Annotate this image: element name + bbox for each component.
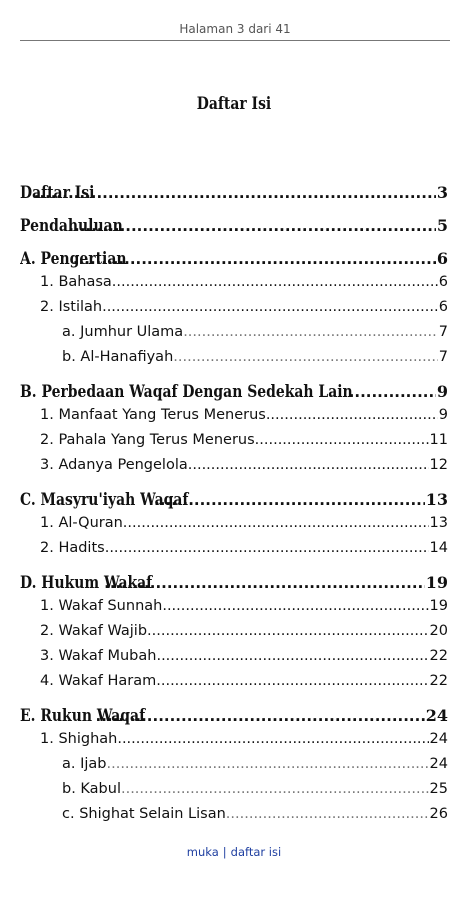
toc-entry-page-number: 9 [438,407,448,423]
table-of-contents [20,181,448,827]
home-link[interactable]: muka [186,845,219,859]
toc-entry-page-number: 22 [429,648,448,664]
toc-entry-page-number: 3 [436,183,448,202]
toc-section-entry[interactable] [20,428,448,453]
toc-section-entry[interactable] [20,270,448,295]
toc-chapter-entry[interactable] [20,247,448,270]
toc-leader-dots [349,381,436,403]
toc-entry-page-number: 24 [425,706,448,725]
toc-entry-label: E. Rukun Waqaf [20,706,146,726]
page-title: Daftar Isi [196,94,272,114]
toc-leader-dots [255,428,429,453]
toc-section-entry[interactable] [20,511,448,536]
toc-leader-dots [266,403,438,428]
header-divider [20,40,450,41]
footer-separator: | [222,845,227,859]
toc-entry-page-number: 24 [429,756,448,772]
toc-chapter-entry[interactable] [20,571,448,594]
toc-leader-dots [123,511,429,536]
toc-entry-label: Pendahuluan [20,216,123,236]
toc-section-entry[interactable] [20,594,448,619]
toc-entry-label: a. Jumhur Ulama [62,324,184,340]
toc-section-entry[interactable] [20,619,448,644]
toc-entry-page-number: 13 [425,490,448,509]
toc-entry-label: 4. Wakaf Haram [40,673,157,689]
toc-entry-label: 1. Al-Quran [40,515,123,531]
toc-entry-page-number: 11 [429,432,448,448]
page-indicator: Halaman 3 dari 41 [179,22,291,36]
toc-entry-page-number: 9 [436,382,448,401]
toc-entry-page-number: 24 [429,731,448,747]
toc-entry-label: A. Pengertian [20,249,127,269]
toc-leader-dots [162,594,428,619]
toc-subsection-entry[interactable] [20,320,448,345]
toc-entry-page-number: 22 [429,673,448,689]
toc-entry-page-number: 25 [429,781,448,797]
toc-leader-dots [107,752,429,777]
toc-section-entry[interactable] [20,403,448,428]
toc-leader-dots [121,777,429,802]
footer-nav [0,845,468,859]
toc-entry-label: a. Ijab [62,756,107,772]
toc-entry-label: 2. Hadits [40,540,105,556]
toc-chapter-entry[interactable] [20,488,448,511]
toc-subsection-entry[interactable] [20,777,448,802]
toc-leader-dots [104,572,425,594]
toc-leader-dots [68,215,436,237]
toc-entry-page-number: 14 [429,540,448,556]
toc-chapter-entry[interactable] [20,214,448,237]
toc-chapter-entry[interactable] [20,380,448,403]
toc-leader-dots [188,453,429,478]
toc-entry-label: b. Kabul [62,781,121,797]
toc-entry-label: 1. Bahasa [40,274,112,290]
toc-entry-label: 3. Adanya Pengelola [40,457,188,473]
toc-leader-dots [148,489,424,511]
toc-leader-dots [156,644,428,669]
toc-entry-label: Daftar Isi [20,183,95,203]
toc-entry-page-number: 6 [438,299,448,315]
toc-leader-dots [117,727,428,752]
toc-entry-page-number: 12 [429,457,448,473]
toc-entry-label: 3. Wakaf Mubah [40,648,157,664]
toc-entry-page-number: 6 [438,274,448,290]
toc-leader-dots [73,248,436,270]
toc-leader-dots [226,802,429,827]
toc-entry-label: b. Al-Hanafiyah [62,349,174,365]
toc-entry-page-number: 7 [438,324,448,340]
toc-leader-dots [112,270,438,295]
toc-section-entry[interactable] [20,644,448,669]
toc-chapter-entry[interactable] [20,181,448,204]
toc-subsection-entry[interactable] [20,802,448,827]
toc-leader-dots [102,295,438,320]
toc-entry-label: B. Perbedaan Waqaf Dengan Sedekah Lain [20,382,353,402]
toc-section-entry[interactable] [20,669,448,694]
toc-entry-label: 2. Istilah [40,299,103,315]
toc-entry-page-number: 19 [429,598,448,614]
toc-entry-label: 2. Wakaf Wajib [40,623,148,639]
toc-subsection-entry[interactable] [20,345,448,370]
toc-chapter-entry[interactable] [20,704,448,727]
toc-leader-dots [183,320,438,345]
toc-leader-dots [156,669,428,694]
toc-entry-page-number: 7 [438,349,448,365]
toc-entry-page-number: 26 [429,806,448,822]
toc-entry-label: 1. Manfaat Yang Terus Menerus [40,407,266,423]
toc-entry-page-number: 13 [429,515,448,531]
toc-entry-label: 1. Shighah [40,731,118,747]
toc-leader-dots [105,536,429,561]
toc-entry-label: C. Masyru'iyah Waqaf [20,490,189,510]
toc-leader-dots [173,345,438,370]
toc-section-entry[interactable] [20,727,448,752]
toc-entry-page-number: 6 [436,249,448,268]
toc-entry-label: 1. Wakaf Sunnah [40,598,163,614]
toc-subsection-entry[interactable] [20,752,448,777]
toc-entry-page-number: 5 [436,216,448,235]
toc-entry-page-number: 20 [429,623,448,639]
toc-section-entry[interactable] [20,453,448,478]
toc-link[interactable]: daftar isi [230,845,282,859]
toc-entry-page-number: 19 [425,573,448,592]
toc-section-entry[interactable] [20,295,448,320]
toc-entry-label: c. Shighat Selain Lisan [62,806,226,822]
toc-section-entry[interactable] [20,536,448,561]
toc-entry-label: D. Hukum Wakaf [20,573,153,593]
toc-leader-dots [147,619,429,644]
toc-entry-label: 2. Pahala Yang Terus Menerus [40,432,255,448]
